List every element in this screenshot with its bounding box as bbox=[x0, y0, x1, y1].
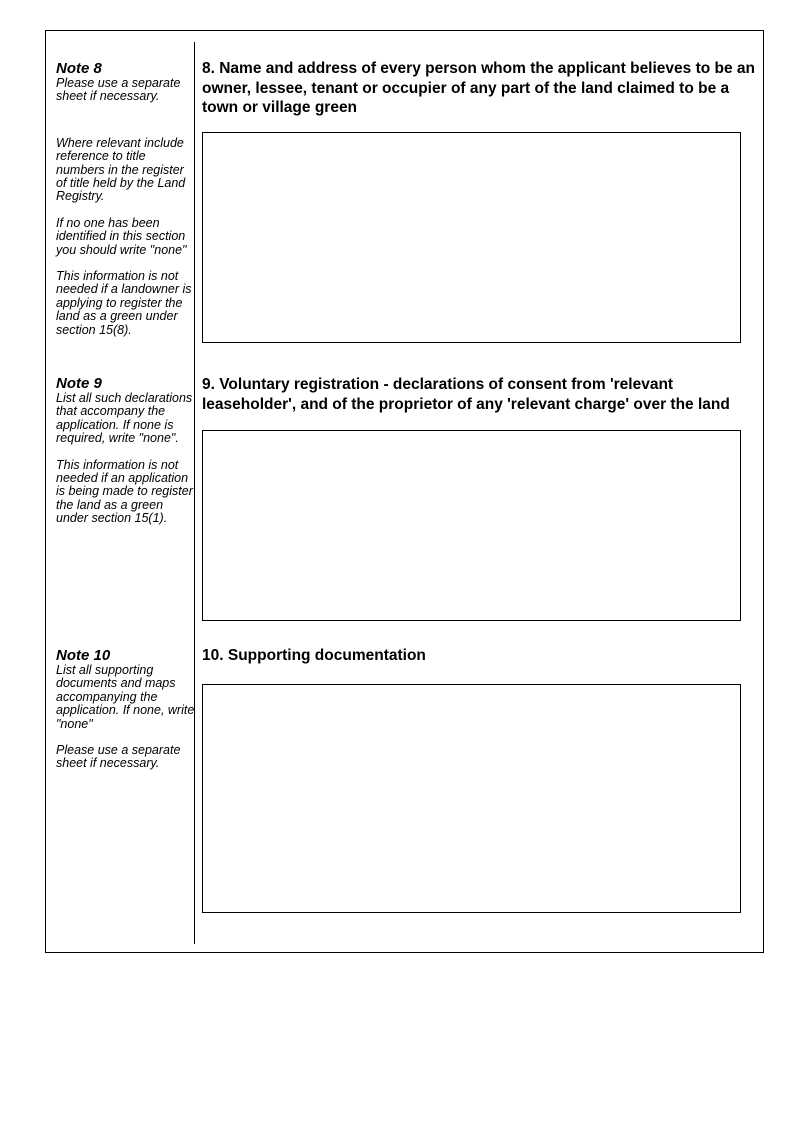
note-8-title: Note 8 bbox=[56, 60, 102, 77]
note-10-text-1: List all supporting documents and maps accompanying the application. If none, write "none" bbox=[56, 663, 195, 731]
note-9-text-1: List all such declarations that accompany the application. If none is required, write "none". bbox=[56, 391, 193, 446]
note-8-text-3: If no one has been identified in this section you should write "none" bbox=[56, 215, 187, 257]
note-9-title: Note 9 bbox=[56, 375, 102, 392]
note-9 bbox=[56, 375, 196, 526]
note-8-text-4: This information is not needed if a landowner is applying to register the land as a green under section 15(8). bbox=[56, 269, 192, 337]
note-10 bbox=[56, 647, 196, 771]
section-9-heading: 9. Voluntary registration - declarations of consent from 'relevant leaseholder', and of the proprietor of any 'relevant charge' over the land bbox=[202, 376, 730, 413]
note-10-text-2: Please use a separate sheet if necessary. bbox=[56, 743, 181, 771]
section-10-answer-box[interactable] bbox=[202, 684, 741, 913]
note-9-text-2: This information is not needed if an application is being made to register the land as a green under section 15(1). bbox=[56, 457, 193, 526]
section-8-heading: 8. Name and address of every person whom the applicant believes to be an owner, lessee, tenant or occupier of any part of the land claimed to be a town or village green bbox=[202, 60, 756, 116]
note-8-text-2: Where relevant include reference to title numbers in the register of title held by the Land Registry. bbox=[56, 135, 186, 204]
section-8-answer-box[interactable] bbox=[202, 132, 741, 343]
note-10-title: Note 10 bbox=[56, 647, 111, 664]
note-8 bbox=[56, 60, 196, 337]
note-8-text-1: Please use a separate sheet if necessary. bbox=[56, 76, 181, 104]
section-10-heading: 10. Supporting documentation bbox=[202, 647, 426, 664]
section-9-answer-box[interactable] bbox=[202, 430, 741, 621]
